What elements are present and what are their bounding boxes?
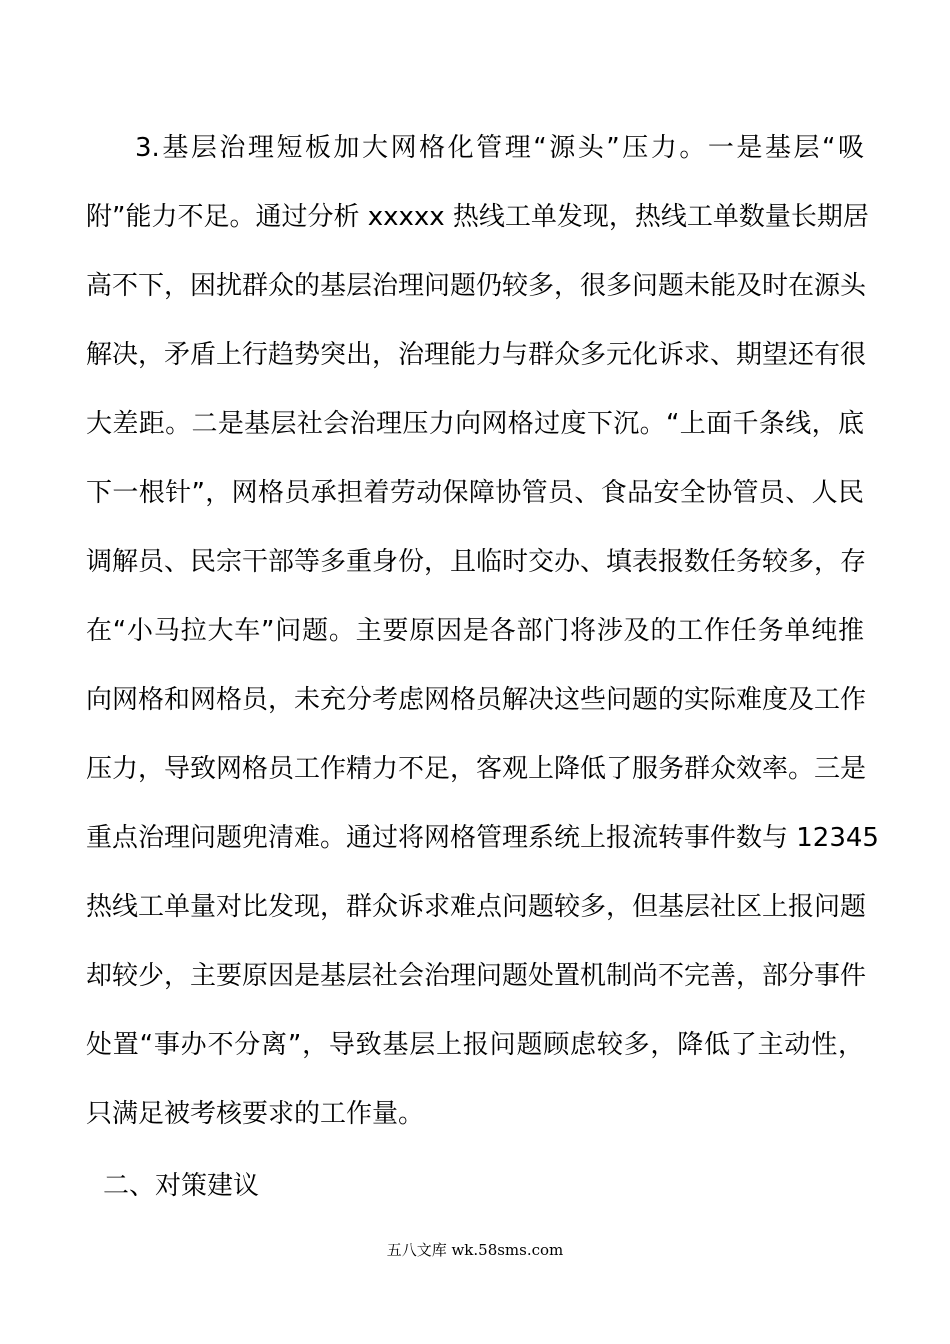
paragraph-line: 高不下，困扰群众的基层治理问题仍较多，很多问题未能及时在源头: [86, 271, 867, 301]
paragraph-line: 大差距。二是基层社会治理压力向网格过度下沉。“上面千条线，底: [86, 409, 864, 439]
paragraph-line: 附”能力不足。通过分析 xxxxx 热线工单发现，热线工单数量长期居: [86, 202, 869, 232]
paragraph-line: 向网格和网格员，未充分考虑网格员解决这些问题的实际难度及工作: [86, 685, 867, 715]
paragraph-line: 重点治理问题兜清难。通过将网格管理系统上报流转事件数与 12345: [86, 823, 879, 853]
paragraph-line: 解决，矛盾上行趋势突出，治理能力与群众多元化诉求、期望还有很: [86, 340, 867, 370]
paragraph-line: 热线工单量对比发现，群众诉求难点问题较多，但基层社区上报问题: [86, 892, 867, 922]
page-footer: 五八文库 wk.58sms.com: [386, 1241, 564, 1259]
paragraph-line: 只满足被考核要求的工作量。: [86, 1099, 425, 1129]
paragraph-line: 压力，导致网格员工作精力不足，客观上降低了服务群众效率。三是: [86, 754, 867, 784]
paragraph-line: 却较少，主要原因是基层社会治理问题处置机制尚不完善，部分事件: [86, 961, 867, 991]
paragraph-line: 在“小马拉大车”问题。主要原因是各部门将涉及的工作任务单纯推: [86, 616, 864, 646]
section-heading: 二、对策建议: [103, 1171, 260, 1201]
paragraph-line: 调解员、民宗干部等多重身份，且临时交办、填表报数任务较多，存: [86, 547, 867, 577]
paragraph-line: 处置“事办不分离”，导致基层上报问题顾虑较多，降低了主动性，: [86, 1030, 864, 1060]
paragraph-line: 下一根针”，网格员承担着劳动保障协管员、食品安全协管员、人民: [86, 478, 864, 508]
paragraph-line: 3.基层治理短板加大网格化管理“源头”压力。一是基层“吸: [135, 133, 864, 163]
